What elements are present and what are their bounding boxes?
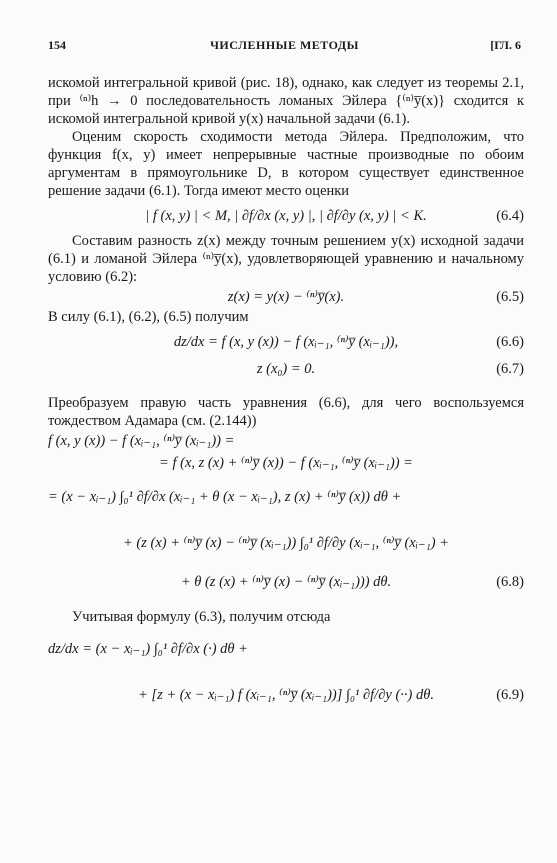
equation-6-7-body: z (x₀) = 0.: [256, 361, 316, 377]
equation-6-8-line-1-body: f (x, y (x)) − f (xᵢ₋₁, ⁽ⁿ⁾y̅ (xᵢ₋₁)) =: [48, 433, 235, 449]
equation-6-4-number: (6.4): [496, 208, 524, 224]
equation-6-7: [48, 358, 524, 380]
equation-6-5: [48, 286, 524, 308]
equation-6-6: [48, 326, 524, 358]
equation-6-8-line-5: [48, 566, 524, 598]
equation-6-8-line-2: [48, 452, 524, 474]
paragraph-3: Составим разность z(x) между точным решением y(x) исходной задачи (6.1) и ломаной Эйлера ⁽ⁿ⁾y̅(x), удовлетворяющей уравнению и начальному условию (6.2):: [48, 233, 524, 285]
equation-6-8-line-4: [48, 520, 524, 566]
page-body: [48, 74, 524, 718]
page-number: 154: [48, 38, 66, 52]
chapter-label: [ГЛ. 6: [490, 38, 521, 52]
spacer: [48, 598, 524, 608]
equation-6-8-line-3: [48, 474, 524, 520]
equation-6-7-number: (6.7): [496, 361, 524, 377]
equation-6-9-line-1-body: dz/dx = (x − xᵢ₋₁) ∫₀¹ ∂f/∂x (·) dθ +: [48, 641, 248, 657]
equation-6-8-number: (6.8): [496, 574, 524, 590]
paragraph-6: Учитывая формулу (6.3), получим отсюда: [72, 609, 331, 625]
equation-6-8-line-5-body: + θ (z (x) + ⁽ⁿ⁾y̅ (x) − ⁽ⁿ⁾y̅ (xᵢ₋₁))) dθ.: [180, 574, 392, 590]
equation-6-4-body: | f (x, y) | < M, | ∂f/∂x (x, y) |, | ∂f/∂y (x, y) | < K.: [145, 208, 427, 224]
running-title: ЧИСЛЕННЫЕ МЕТОДЫ: [210, 38, 359, 52]
equation-6-6-number: (6.6): [496, 334, 524, 350]
equation-6-5-body: z(x) = y(x) − ⁽ⁿ⁾y̅(x).: [227, 289, 345, 305]
spacer: [48, 380, 524, 394]
equation-6-8-line-1: [48, 430, 524, 452]
equation-6-9-line-2: [48, 672, 524, 718]
equation-6-8-line-2-body: = f (x, z (x) + ⁽ⁿ⁾y̅ (x)) − f (xᵢ₋₁, ⁽ⁿ⁾y̅ (xᵢ₋₁)) =: [159, 455, 413, 471]
equation-6-9-line-1: [48, 626, 524, 672]
paragraph-4: В силу (6.1), (6.2), (6.5) получим: [48, 309, 249, 325]
equation-6-8-line-4-body: + (z (x) + ⁽ⁿ⁾y̅ (x) − ⁽ⁿ⁾y̅ (xᵢ₋₁)) ∫₀¹ ∂f/∂y (xᵢ₋₁, ⁽ⁿ⁾y̅ (xᵢ₋₁) +: [123, 535, 449, 551]
page-header: [48, 38, 521, 56]
paragraph-2: Оценим скорость сходимости метода Эйлера. Предположим, что функция f(x, y) имеет непрерывные частные производные по обоим аргументам в прямоугольнике D, в котором существует единственное решение задачи (6.1). Тогда имеют место оценки: [48, 129, 524, 199]
paragraph-5: Преобразуем правую часть уравнения (6.6), для чего воспользуемся тождеством Адамара (см. (2.144)): [48, 395, 524, 429]
equation-6-4: [48, 200, 524, 232]
equation-6-5-number: (6.5): [496, 289, 524, 305]
equation-6-9-number: (6.9): [496, 687, 524, 703]
equation-6-9-line-2-body: + [z + (x − xᵢ₋₁) f (xᵢ₋₁, ⁽ⁿ⁾y̅ (xᵢ₋₁))] ∫₀¹ ∂f/∂y (··) dθ.: [138, 687, 434, 703]
equation-6-8-line-3-body: = (x − xᵢ₋₁) ∫₀¹ ∂f/∂x (xᵢ₋₁ + θ (x − xᵢ₋₁), z (x) + ⁽ⁿ⁾y̅ (x)) dθ +: [48, 489, 402, 505]
equation-6-6-body: dz/dx = f (x, y (x)) − f (xᵢ₋₁, ⁽ⁿ⁾y̅ (xᵢ₋₁)),: [173, 334, 399, 350]
paragraph-1: искомой интегральной кривой (рис. 18), однако, как следует из теоремы 2.1, при ⁽ⁿ⁾h → 0 последовательность ломаных Эйлера {⁽ⁿ⁾y̅(x)} сходится к искомой интегральной кривой y(x) начальной задачи (6.1).: [48, 75, 524, 127]
